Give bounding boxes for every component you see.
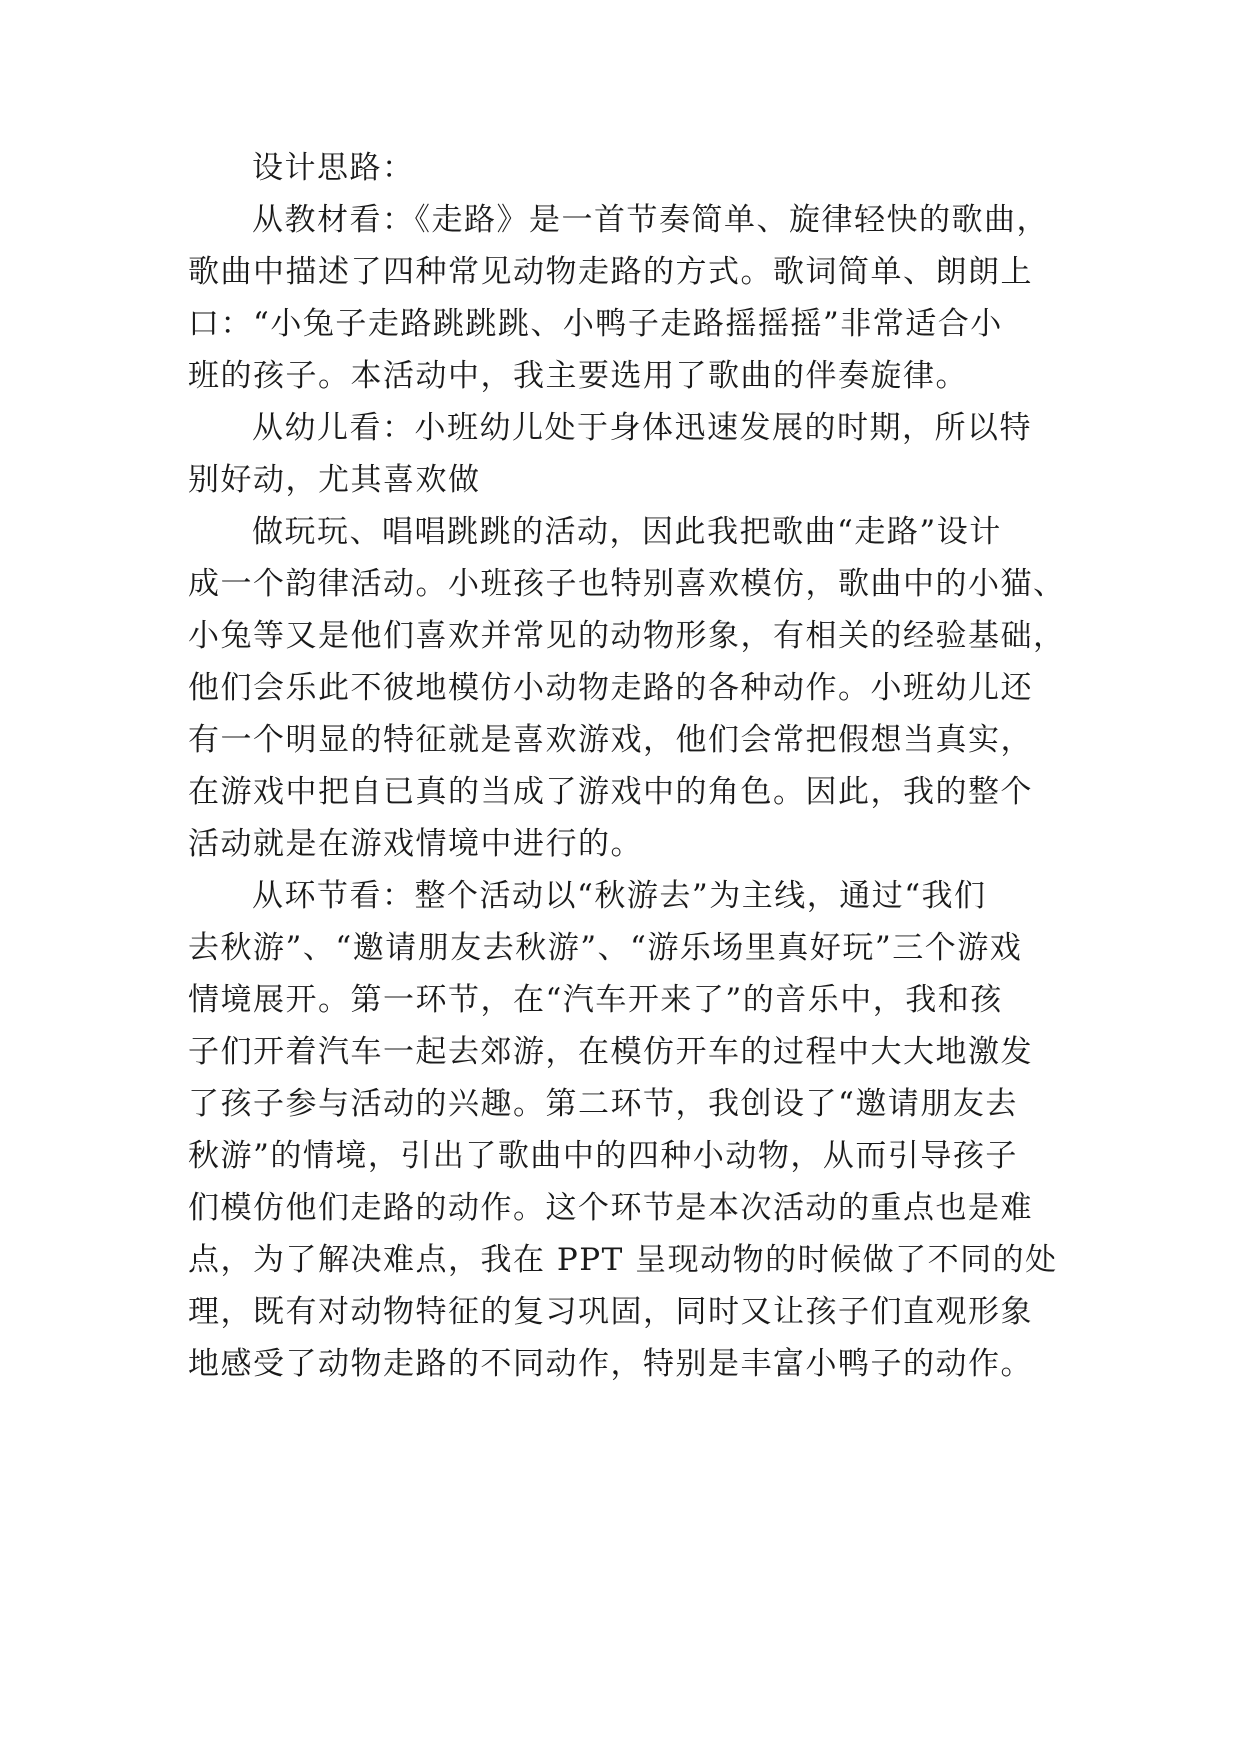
paragraph-line: 从幼儿看：小班幼儿处于身体迅速发展的时期，所以特 bbox=[252, 410, 1032, 446]
paragraph-line: 地感受了动物走路的不同动作，特别是丰富小鸭子的动作。 bbox=[188, 1346, 1033, 1382]
paragraph-line: 小兔等又是他们喜欢并常见的动物形象，有相关的经验基础， bbox=[188, 618, 1066, 654]
paragraph-line: 们模仿他们走路的动作。这个环节是本次活动的重点也是难 bbox=[188, 1190, 1033, 1226]
paragraph-line: 成一个韵律活动。小班孩子也特别喜欢模仿，歌曲中的小猫、 bbox=[188, 566, 1066, 602]
paragraph-line: 去秋游”、“邀请朋友去秋游”、“游乐场里真好玩”三个游戏 bbox=[188, 930, 1023, 966]
paragraph-line: 点，为了解决难点，我在 PPT 呈现动物的时候做了不同的处 bbox=[188, 1242, 1058, 1278]
paragraph-line: 口：“小兔子走路跳跳跳、小鸭子走路摇摇摇”非常适合小 bbox=[188, 306, 1003, 342]
paragraph-line: 了孩子参与活动的兴趣。第二环节，我创设了“邀请朋友去 bbox=[188, 1086, 1018, 1122]
paragraph-line: 在游戏中把自已真的当成了游戏中的角色。因此，我的整个 bbox=[188, 774, 1033, 810]
paragraph-line: 有一个明显的特征就是喜欢游戏，他们会常把假想当真实， bbox=[188, 722, 1033, 758]
paragraph-line: 从环节看：整个活动以“秋游去”为主线，通过“我们 bbox=[252, 878, 987, 914]
paragraph-line: 情境展开。第一环节，在“汽车开来了”的音乐中，我和孩 bbox=[188, 982, 1003, 1018]
heading-design-ideas: 设计思路： bbox=[252, 150, 415, 186]
paragraph-line: 班的孩子。本活动中，我主要选用了歌曲的伴奏旋律。 bbox=[188, 358, 968, 394]
paragraph-line: 从教材看：《走路》是一首节奏简单、旋律轻快的歌曲， bbox=[252, 202, 1049, 238]
paragraph-line: 别好动，尤其喜欢做 bbox=[188, 462, 481, 498]
paragraph-line: 他们会乐此不彼地模仿小动物走路的各种动作。小班幼儿还 bbox=[188, 670, 1033, 706]
paragraph-line: 理，既有对动物特征的复习巩固，同时又让孩子们直观形象 bbox=[188, 1294, 1033, 1330]
paragraph-line: 活动就是在游戏情境中进行的。 bbox=[188, 826, 643, 862]
paragraph-line: 歌曲中描述了四种常见动物走路的方式。歌词简单、朗朗上 bbox=[188, 254, 1033, 290]
paragraph-line: 做玩玩、唱唱跳跳的活动，因此我把歌曲“走路”设计 bbox=[252, 514, 1002, 550]
paragraph-line: 子们开着汽车一起去郊游，在模仿开车的过程中大大地激发 bbox=[188, 1034, 1033, 1070]
paragraph-line: 秋游”的情境，引出了歌曲中的四种小动物，从而引导孩子 bbox=[188, 1138, 1018, 1174]
